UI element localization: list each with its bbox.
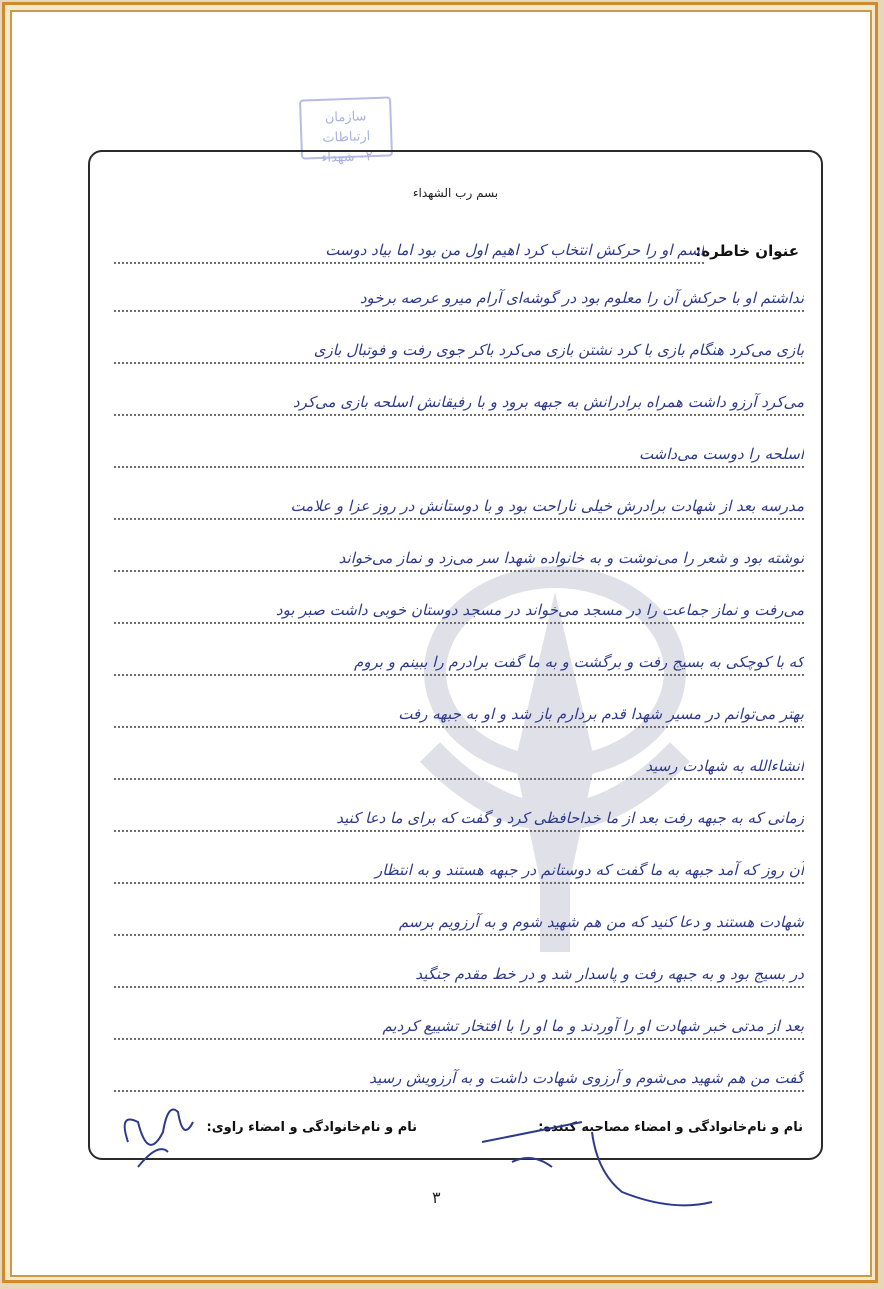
stamp-line-2: ۰۲ شهداء — [321, 149, 374, 166]
ruled-line — [114, 622, 804, 624]
handwritten-line: زمانی که به جبهه رفت بعد از ما خداحافظی کرد و گفت که برای ما دعا کنید — [336, 809, 804, 827]
handwritten-line: گفت من هم شهید می‌شوم و آرزوی شهادت داشت و به آرزویش رسید — [369, 1069, 804, 1087]
handwritten-line: بهتر می‌توانم در مسیر شهدا قدم بردارم باز شد و او به جبهه رفت — [398, 705, 804, 723]
ruled-line — [114, 362, 804, 364]
handwritten-line: بعد از مدتی خبر شهادت او را آوردند و ما او را با افتخار تشییع کردیم — [382, 1017, 804, 1035]
ruled-line — [114, 1038, 804, 1040]
ruled-line — [114, 1090, 804, 1092]
form-header: بسم رب الشهداء — [412, 186, 499, 200]
narrator-signature-label: نام و نام‌خانوادگی و امضاء راوی: — [206, 1120, 417, 1135]
ruled-line — [114, 518, 804, 520]
ruled-line — [114, 310, 804, 312]
handwritten-line: در بسیج بود و به جبهه رفت و پاسدار شد و در خط مقدم جنگید — [415, 965, 804, 983]
interviewer-signature-label: نام و نام‌خانوادگی و امضاء مصاحبه کننده: — [538, 1120, 803, 1135]
ruled-line — [114, 882, 804, 884]
page-number: ۳ — [432, 1188, 441, 1207]
ruled-line — [114, 466, 804, 468]
ruled-line — [114, 570, 804, 572]
ruled-line — [114, 726, 804, 728]
stamp-line-1: سازمان ارتباطات — [322, 109, 371, 146]
ruled-line — [114, 262, 704, 264]
handwritten-line: نداشتم او با حرکش آن را معلوم بود در گوشه‌ای آرام میرو عرصه برخود — [359, 289, 804, 307]
handwritten-line: اسلحه را دوست می‌داشت — [638, 445, 804, 463]
scanned-page — [10, 10, 872, 1277]
handwritten-line: اسم او را حرکش انتخاب کرد اهیم اول من بود اما بیاد دوست — [325, 241, 704, 259]
handwritten-line: می‌کرد آرزو داشت همراه برادرانش به جبهه برود و با رفیقانش اسلحه بازی می‌کرد — [292, 393, 804, 411]
narrator-signature-icon — [108, 1072, 208, 1182]
handwritten-line: شهادت هستند و دعا کنید که من هم شهید شوم و به آرزویم برسم — [398, 913, 804, 931]
ruled-line — [114, 414, 804, 416]
handwritten-line: بازی می‌کرد هنگام بازی با کرد نشتن بازی می‌کرد باکر جوی رفت و فوتبال بازی — [313, 341, 804, 359]
memoir-title-label: عنوان خاطره: — [695, 242, 799, 260]
handwritten-line: انشاءالله به شهادت رسید — [645, 757, 804, 775]
ruled-line — [114, 830, 804, 832]
interviewer-signature-icon — [472, 1102, 732, 1222]
handwritten-line: آن روز که آمد جبهه به ما گفت که دوستانم در جبهه هستند و به انتظار — [374, 861, 804, 879]
ruled-line — [114, 674, 804, 676]
handwritten-line: که با کوچکی به بسیج رفت و برگشت و به ما گفت برادرم را ببینم و بروم — [354, 653, 804, 671]
memoir-form — [88, 150, 823, 1160]
ruled-line — [114, 778, 804, 780]
handwritten-line: مدرسه بعد از شهادت برادرش خیلی ناراحت بود و با دوستانش در روز عزا و علامت — [290, 497, 804, 515]
handwritten-line: می‌رفت و نماز جماعت را در مسجد می‌خواند در مسجد دوستان خوبی داشت صبر بود — [275, 601, 804, 619]
handwritten-line: نوشته بود و شعر را می‌نوشت و به خانواده شهدا سر می‌زد و نماز می‌خواند — [338, 549, 804, 567]
ruled-line — [114, 986, 804, 988]
ruled-line — [114, 934, 804, 936]
